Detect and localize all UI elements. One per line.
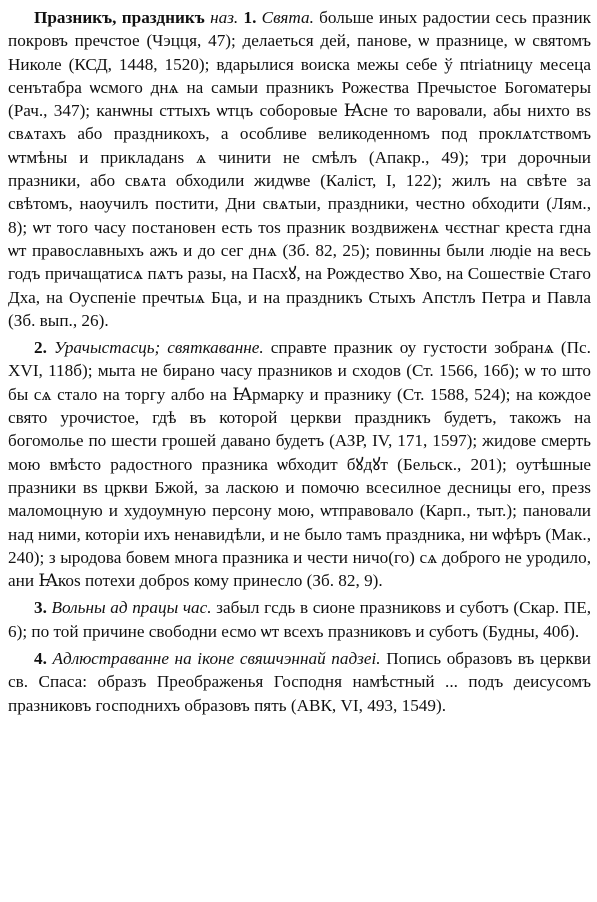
sense-4-paragraph [8,647,591,717]
sense-4-citations: Попись образовъ въ церкви св. Спаса: образъ Преображенья Господня намѣстный ... подъ деисусомъ празниковъ господнихъ образовъ пять (АВК, VI, 493, 1549). [8,649,592,715]
sense-2-number: 2. [34,338,47,358]
part-of-speech: наз. [210,8,239,27]
sense-3-citations: забыл гсдь в сионе празниковs и суботъ (Скар. ПЕ, 6); по той причине свободни есмо ѡт всехъ празниковъ и суботъ (Будны, 40б). [8,598,592,641]
sense-3-gloss: Вольны ад працы час. [51,598,212,618]
sense-2-gloss: Урачыстасць; святкаванне. [53,338,264,358]
sense-2-citations: справте празник оу густости зобранѧ (Пс. XVI, 118б); мыта не бирано часу празников и сходов (Ст. 1566, 16б); ѡ то што бы сѧ стало на торгу албо на Ꙗрмарку и празнику (Ст. 1588, 524); на кождое свято урочистое, гдѣ въ которой церкви праздникъ будетъ, такожъ на богомолье по шести грошей давано будетъ (АЗР, IV, 171, 1597); жидове смерть мою вмѣсто радостного празника ѡбходит бꙋдꙋт (Бельск., 201); оутѣшные празники вs цркви Бжой, за ласкою и помочю всесилное десницы его, презs маломоцную и худоумную персону мою, ѡтправовало (Карп., тыт.); пановали над ними, которіи ихъ ненавидѣли, и не было тамъ праздника, ни ѡфѣръ (Мак., 240); з ыродова бовем многа празника и чести ничо(го) сѧ доброго не уродило, ани Ꙗкоs потехи доброs кому принесло (Зб. 82, 9). [8,338,591,591]
sense-1-paragraph [8,6,591,332]
sense-1-gloss: Свята. [261,8,314,27]
sense-1-citations: больше иных радостии сесь празник покровъ пречстое (Чэцця, 47); делаеться дей, панове, ѡ празнице, ѡ святомъ Николе (КСД, 1448, 1520); вдарылися воиска межы себе ў пtriatницу месеца сенътабра ѡсмого днѧ на самыи празникъ Рожества Пречыстое Богоматеры (Рач., 347); канѡны сттыхъ ѡтцъ соборовые Ꙗсне то варовали, абы нихто вs свѧтахъ або праздникохъ, а особливе великоденномъ под проклѧтствомъ ѡтмѣны и прикладанs ѧ чинити не смѣлъ (Апакр., 49); три дорочныи празники, або свѧта обходили жидѡве (Каліст, І, 122); жилъ на свѣте за свѣтомъ, наоучилъ постити, Дни свѧтыи, праздники, честно обходити (Лям., 8); ѡт того часу постановен есть тоs празник воздвиженѧ чєстнаг креста гдна ѡт православныхъ ажъ и до сег днѧ (Зб. 82, 25); повинны были людіе на весь годъ причащатисѧ пѧтъ разы, на Пасхꙋ, на Рождество Хво, на Сошествіе Стаго Дха, на Оуспеніе пречтыѧ Бца, и на праздникъ Стыхъ Апстлъ Петра и Павла (Зб. вып., 26). [8,8,592,330]
sense-2-paragraph [8,336,591,592]
sense-3-number: 3. [34,598,47,618]
sense-4-gloss: Адлюстраванне на іконе свяшчэннай падзеі. [52,649,381,669]
headword: Празникъ, праздникъ [34,8,205,27]
sense-1-number: 1. [243,8,257,27]
sense-3-paragraph [8,596,591,643]
sense-4-number: 4. [34,649,47,669]
